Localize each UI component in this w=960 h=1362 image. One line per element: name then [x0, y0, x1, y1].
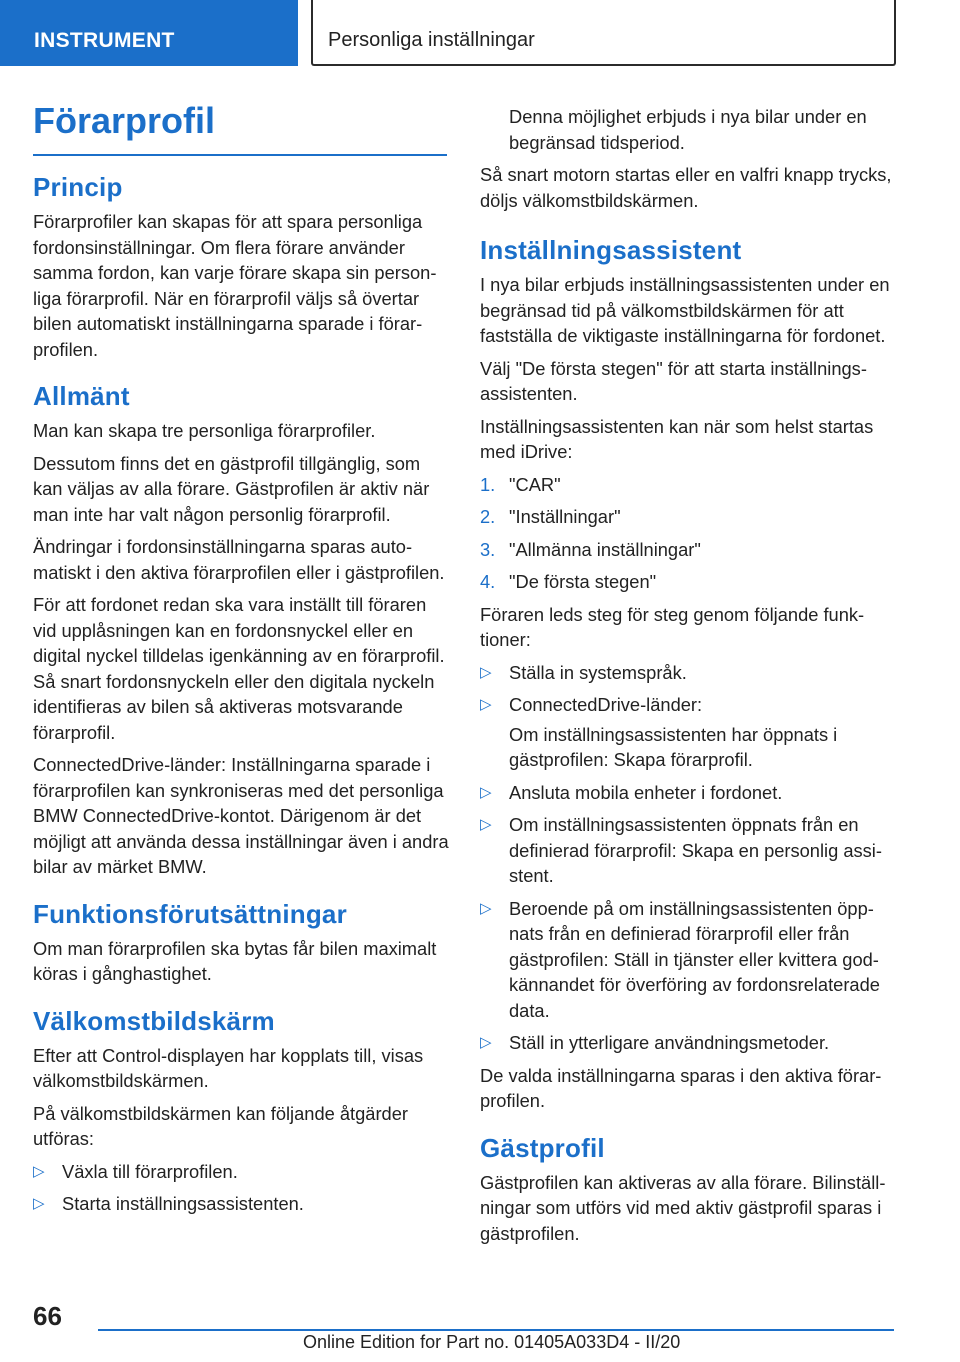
list-item: ▷ Starta inställningsassistenten.	[33, 1191, 451, 1217]
paragraph: Ändringar i fordonsinställningarna sparas automatiskt i den aktiva förarprofilen eller i gästprofilen.	[33, 536, 445, 583]
footer-divider	[98, 1329, 894, 1331]
triangle-right-outline-icon: ▷	[480, 1034, 492, 1051]
paragraph: Om man förarprofilen ska bytas får bilen maximalt köras i gånghastighet.	[33, 937, 437, 984]
page-title: Förarprofil	[33, 100, 447, 156]
paragraph: Efter att Control-displayen har kopplats till, visas välkomstbildskärmen.	[33, 1044, 424, 1091]
heading-funktion: Funktionsförutsättningar	[33, 898, 347, 929]
triangle-right-outline-icon: ▷	[480, 816, 492, 833]
section-valkomst	[33, 1006, 451, 1217]
paragraph: I nya bilar erbjuds inställningsassistenten under en begränsad tid på välkomstbildskärmen för att fastställa de viktigaste inställningarna för fordonet.	[480, 274, 890, 346]
section-gast	[480, 1133, 898, 1247]
list-item: 4. "De första stegen"	[480, 571, 657, 592]
page-number: 66	[33, 1301, 62, 1331]
triangle-right-outline-icon: ▷	[33, 1162, 45, 1180]
list-item: ▷ ConnectedDrive-länder: Om inställningsassistenten har öppnats i gästprofilen: Skapa förarprofil.	[480, 692, 898, 773]
paragraph: Förarprofiler kan skapas för att spara personliga fordonsinställningar. Om flera förare använder samma fordon, kan varje förare skapa sin personliga förarprofil. När en förarprofil väljs så övertar bilen automatiskt inställningarna sparade i förarprofilen.	[33, 211, 437, 360]
sub-paragraph: Om inställningsassistenten har öppnats i gästprofilen: Skapa förarprofil.	[509, 723, 838, 770]
heading-allmant: Allmänt	[33, 381, 130, 411]
topic-tab[interactable]: Personliga inställningar	[311, 0, 896, 66]
section-princip	[33, 172, 451, 362]
footer-edition[interactable]: Online Edition for Part no. 01405A033D4 - II/20	[303, 1332, 681, 1352]
list-item: 2. "Inställningar"	[480, 506, 621, 527]
triangle-right-outline-icon: ▷	[480, 663, 492, 681]
paragraph: På välkomstbildskärmen kan följande åtgärder utföras:	[33, 1102, 408, 1149]
list-item: ▷ Växla till förarprofilen.	[33, 1159, 451, 1185]
bullet-list	[480, 660, 898, 1056]
paragraph: För att fordonet redan ska vara inställt till föraren vid upplåsningen kan en fordonsnyckel eller en digital nyckel tilldelas igenkänning av en förarprofil. Så snart fordonsnyckeln eller den digitala nyckeln identifieras av bilen så aktiveras motsvarande förarprofil.	[33, 594, 445, 743]
heading-princip: Princip	[33, 172, 123, 202]
paragraph: Föraren leds steg för steg genom följande funktioner:	[480, 603, 865, 650]
section-funktion	[33, 899, 451, 987]
paragraph: Gästprofilen kan aktiveras av alla förare. Bilinställningar som utförs vid med aktiv gästprofil sparas i gästprofilen.	[480, 1171, 886, 1244]
list-item: ▷ Ansluta mobila enheter i fordonet.	[480, 780, 898, 806]
paragraph: Inställningsassistenten kan när som helst startas med iDrive:	[480, 415, 874, 462]
paragraph: Välj "De första stegen" för att starta inställningsassistenten.	[480, 357, 867, 404]
paragraph: Dessutom finns det en gästprofil tillgänglig, som kan väljas av alla förare. Gästprofilen är aktiv när man inte har valt någon personlig förarprofil.	[33, 452, 430, 525]
paragraph: De valda inställningarna sparas i den aktiva förarprofilen.	[480, 1064, 882, 1111]
heading-assistent: Inställningsassistent	[480, 235, 742, 265]
triangle-right-outline-icon: ▷	[480, 696, 492, 713]
section-tab[interactable]: INSTRUMENT	[0, 0, 298, 66]
numbered-list	[480, 472, 898, 595]
section-allmant	[33, 381, 451, 880]
triangle-right-outline-icon: ▷	[480, 899, 492, 917]
heading-gast: Gästprofil	[480, 1132, 605, 1163]
page-header	[0, 0, 960, 66]
triangle-right-outline-icon: ▷	[33, 1195, 45, 1212]
list-item: ▷ Ställ in ytterligare användningsmetoder.	[480, 1030, 898, 1056]
left-column	[33, 172, 451, 1236]
paragraph-continued: Denna möjlighet erbjuds i nya bilar under en begränsad tidsperiod.	[509, 106, 867, 153]
list-item: ▷ Beroende på om inställningsassistenten öppnats från en definierad förarprofil eller från gästprofilen: Ställ in tjänster eller kvittera godkännandet för överföring av fordonsrelaterade data.	[480, 897, 880, 1021]
right-column	[480, 104, 898, 1265]
list-item: 1. "CAR"	[480, 473, 561, 495]
list-item: 3. "Allmänna inställningar"	[480, 538, 701, 560]
paragraph: ConnectedDrive-länder: Inställningarna sparade i förarprofilen kan synkroniseras med det personliga BMW ConnectedDrive-kontot. Därigenom är det möjligt att använda dessa inställningar även i andra bilar av märket BMW.	[33, 754, 449, 877]
list-item: ▷ Ställa in systemspråk.	[480, 660, 898, 686]
paragraph: Man kan skapa tre personliga förarprofiler.	[33, 420, 376, 441]
section-assistent	[480, 235, 898, 1114]
list-item: ▷ Om inställningsassistenten öppnats från en definierad förarprofil: Skapa en personlig assistent.	[480, 814, 882, 886]
heading-valkomst: Välkomstbildskärm	[33, 1005, 275, 1036]
bullet-list	[33, 1159, 451, 1217]
paragraph: Så snart motorn startas eller en valfri knapp trycks, döljs välkomstbildskärmen.	[480, 164, 892, 211]
triangle-right-outline-icon: ▷	[480, 783, 492, 801]
